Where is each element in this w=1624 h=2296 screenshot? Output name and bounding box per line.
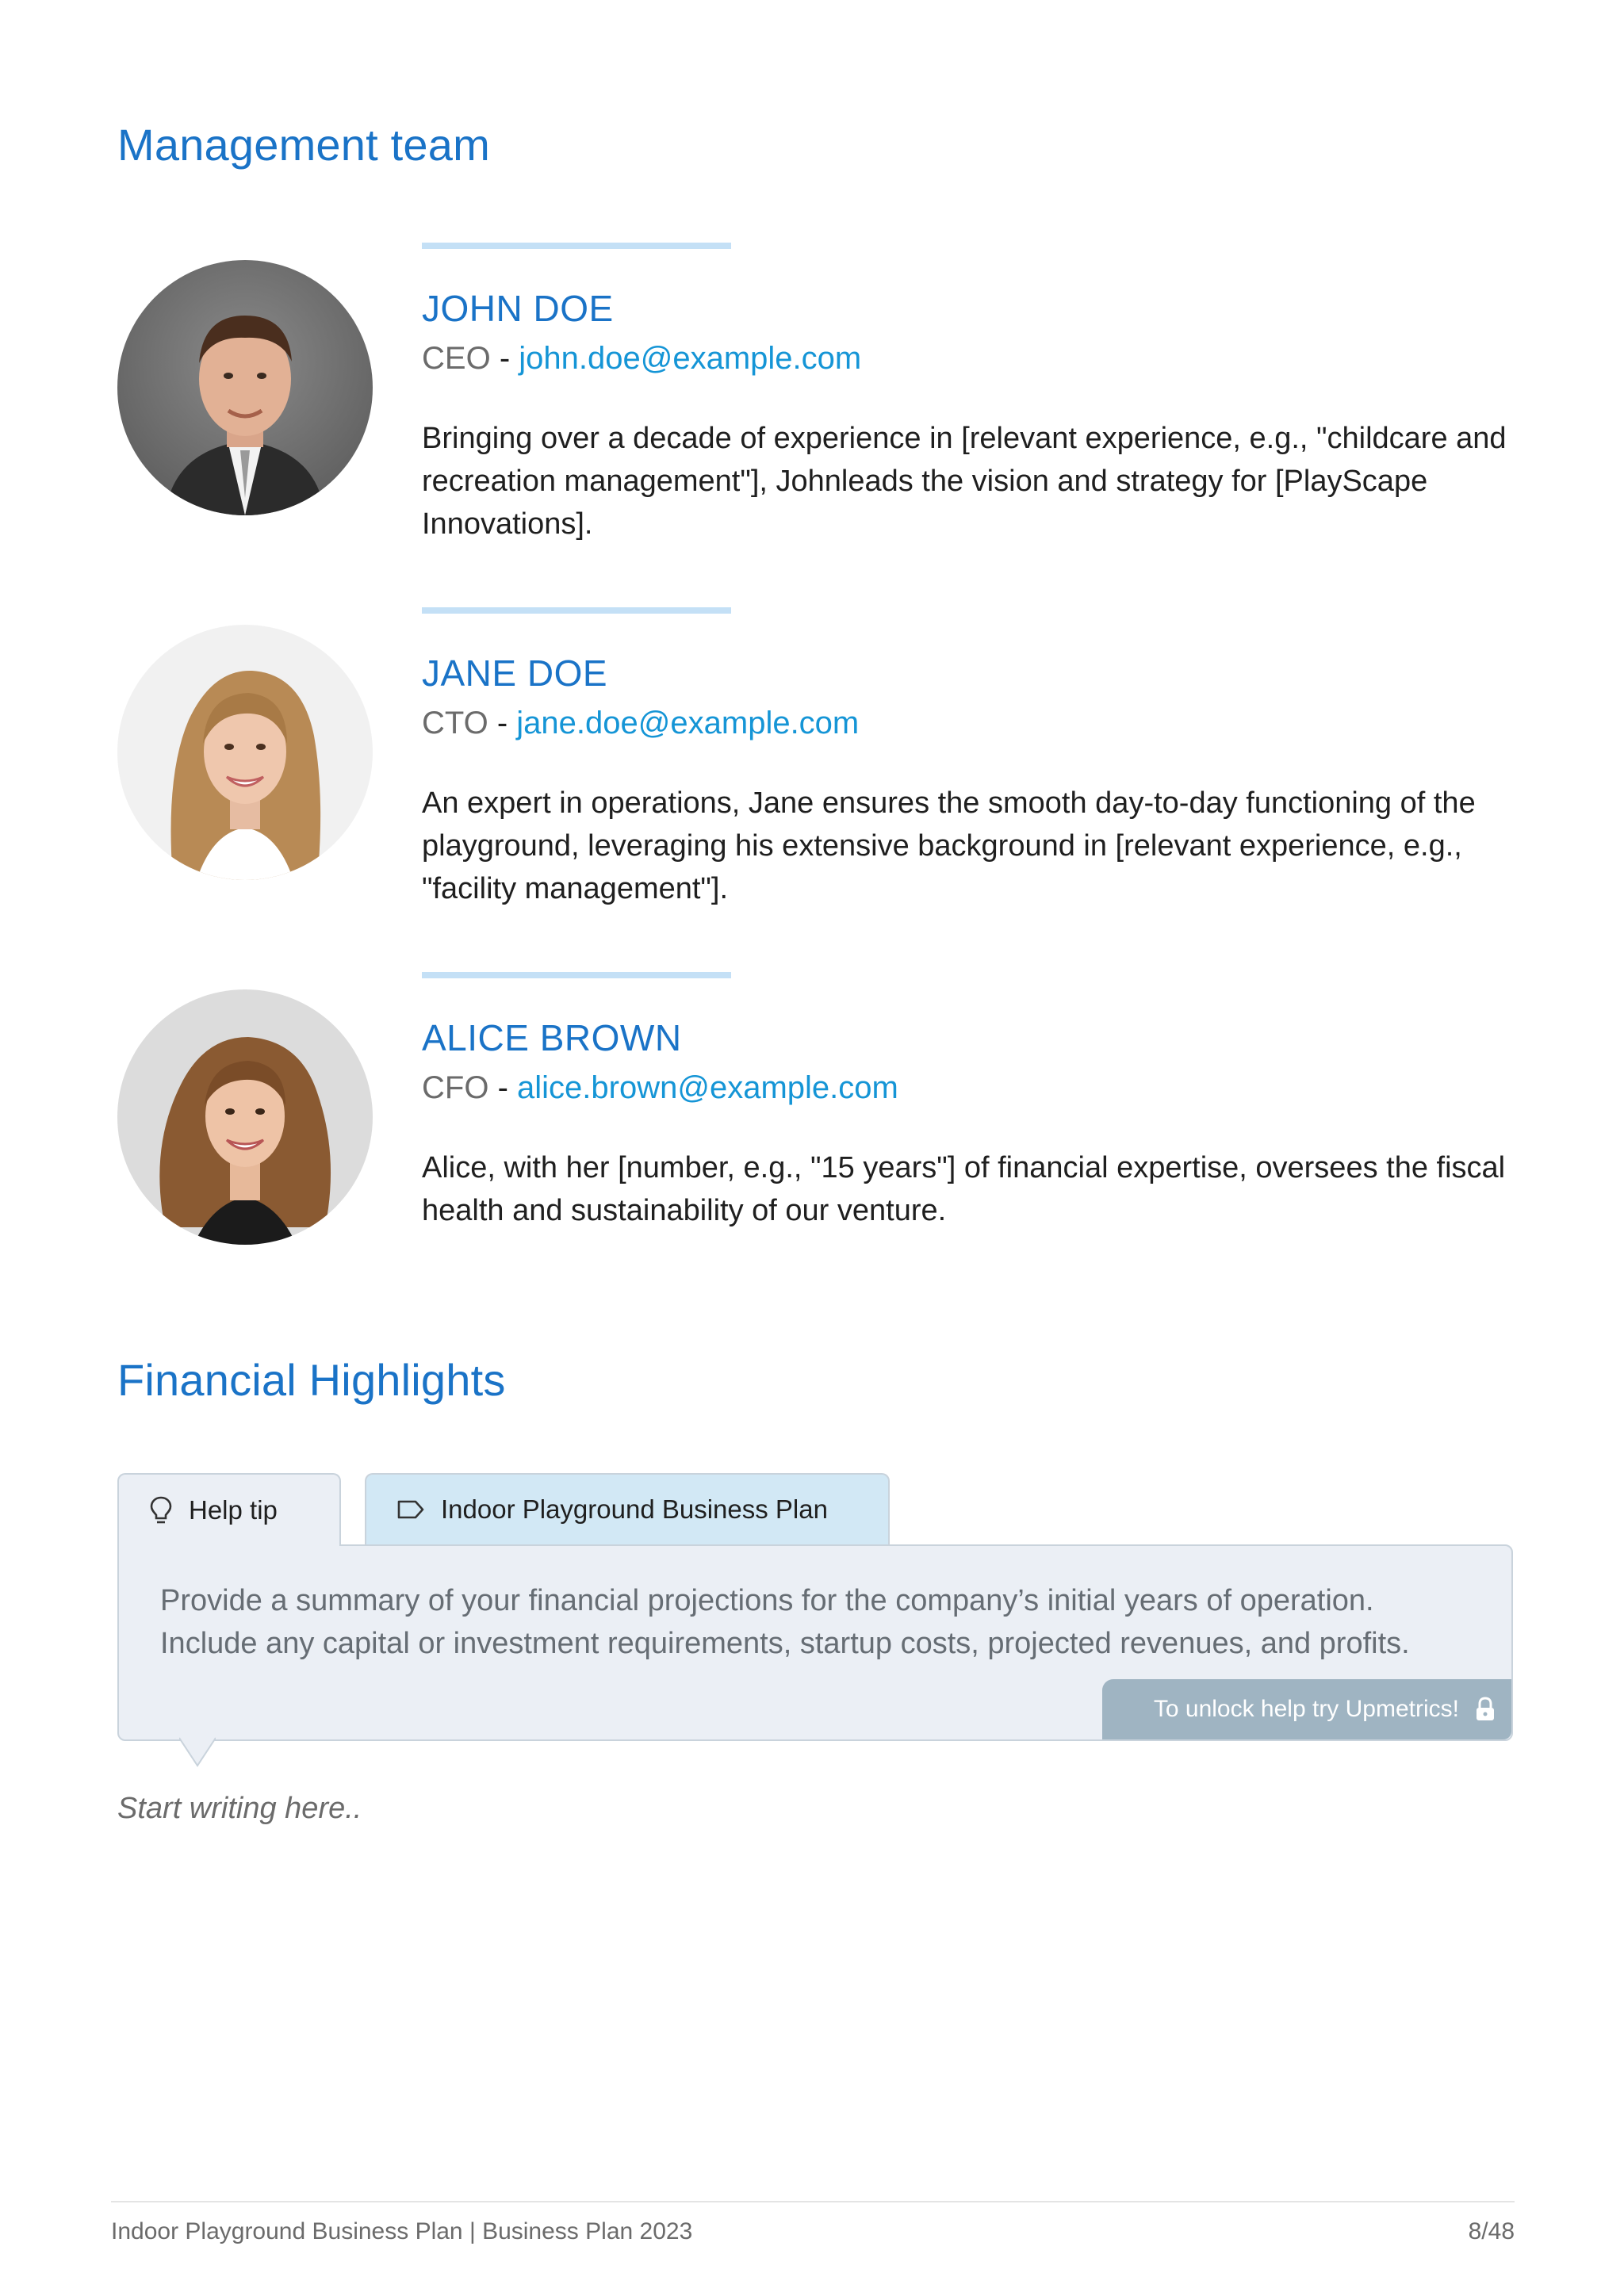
role-separator: -: [497, 1070, 508, 1105]
financial-highlights-heading: Financial Highlights: [117, 1355, 506, 1405]
member-name: JOHN DOE: [422, 288, 614, 329]
footer-document-title: Indoor Playground Business Plan | Business Plan 2023: [111, 2218, 693, 2244]
tab-help-tip[interactable]: [117, 1473, 341, 1546]
john-doe-photo-art: [117, 260, 373, 515]
member-name: JANE DOE: [422, 652, 608, 694]
footer-divider: [111, 2201, 1515, 2202]
role-separator: -: [499, 341, 511, 376]
member-divider: [422, 243, 731, 249]
tab-business-plan-label: Indoor Playground Business Plan: [441, 1494, 828, 1524]
member-email-link[interactable]: alice.brown@example.com: [517, 1070, 898, 1105]
alice-brown-photo-art: [117, 989, 373, 1245]
lock-icon: [1475, 1697, 1496, 1722]
jane-doe-photo-art: [117, 625, 373, 880]
member-email-link[interactable]: john.doe@example.com: [519, 341, 862, 376]
management-team-heading: Management team: [117, 120, 490, 170]
unlock-help-label: To unlock help try Upmetrics!: [1153, 1696, 1459, 1722]
member-role: CTO: [422, 706, 488, 740]
team-member-john-doe: [117, 243, 1513, 560]
member-role-line: [422, 1070, 898, 1106]
writing-placeholder[interactable]: Start writing here..: [117, 1792, 362, 1825]
alice-brown-photo: [117, 989, 373, 1245]
team-member-jane-doe: [117, 607, 1513, 924]
team-member-alice-brown: [117, 972, 1513, 1257]
footer-page-number: 8/48: [1468, 2218, 1515, 2244]
lightbulb-icon: [149, 1495, 173, 1525]
tab-help-tip-label: Help tip: [189, 1495, 278, 1525]
member-role: CEO: [422, 341, 491, 376]
member-role-line: [422, 706, 859, 741]
john-doe-photo: [117, 260, 373, 515]
tab-business-plan[interactable]: [365, 1473, 890, 1544]
member-role-line: [422, 341, 861, 377]
help-tip-panel: [117, 1544, 1513, 1741]
jane-doe-photo: [117, 625, 373, 880]
member-bio: Alice, with her [number, e.g., "15 years"] of financial expertise, oversees the fiscal health and sustainability of our venture.: [422, 1151, 1506, 1227]
role-separator: -: [496, 706, 508, 740]
tag-icon: [396, 1498, 425, 1521]
member-role: CFO: [422, 1070, 489, 1105]
tip-pointer-arrow: [179, 1737, 216, 1769]
member-name: ALICE BROWN: [422, 1017, 682, 1058]
unlock-help-button[interactable]: [1102, 1679, 1511, 1739]
member-bio: An expert in operations, Jane ensures the smooth day-to-day functioning of the playground, leveraging his extensive background in [relevant experience, e.g., "facility management"].: [422, 786, 1476, 905]
help-tip-text: Provide a summary of your financial projections for the company’s initial years of operation. Include any capital or investment requirements, startup costs, projected revenues, and profits.: [160, 1584, 1410, 1660]
member-divider: [422, 972, 731, 978]
member-divider: [422, 607, 731, 614]
member-email-link[interactable]: jane.doe@example.com: [516, 706, 860, 740]
member-bio: Bringing over a decade of experience in [relevant experience, e.g., "childcare and recreation management"], Johnleads the vision and strategy for [PlayScape Innovations].: [422, 422, 1507, 541]
